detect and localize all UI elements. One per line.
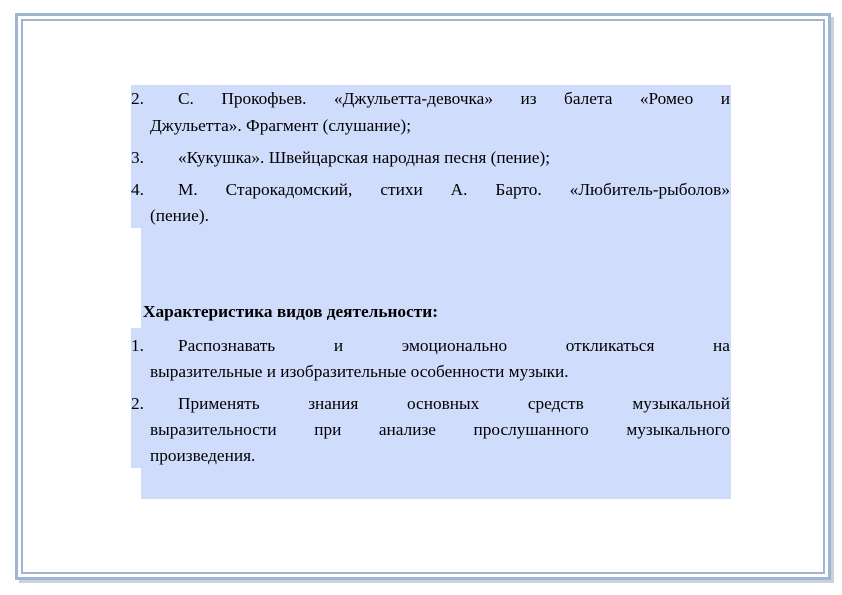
frame-shadow-right bbox=[831, 17, 834, 583]
word: Барто. bbox=[495, 180, 542, 199]
selection-highlight-bottom bbox=[141, 468, 731, 499]
word: стихи bbox=[380, 180, 423, 199]
frame-shadow-bottom bbox=[19, 580, 834, 583]
word: при bbox=[314, 420, 342, 439]
word: откликаться bbox=[565, 336, 655, 355]
word: «Джульетта-девочка» bbox=[333, 89, 493, 108]
word: и bbox=[720, 89, 730, 108]
word: Прокофьев. bbox=[221, 89, 307, 108]
list-item-line3: произведения. bbox=[150, 446, 256, 465]
word: балета bbox=[564, 89, 613, 108]
word: Применять bbox=[178, 394, 260, 413]
word: на bbox=[713, 336, 730, 355]
list-item-line1 bbox=[178, 336, 730, 356]
word: средств bbox=[527, 394, 584, 413]
list-item-number: 1. bbox=[131, 336, 144, 355]
list-item-line1 bbox=[178, 180, 730, 200]
word: из bbox=[520, 89, 537, 108]
list-item-line1 bbox=[178, 89, 730, 109]
word: основных bbox=[406, 394, 480, 413]
word: Распознавать bbox=[178, 336, 276, 355]
word: С. bbox=[178, 89, 194, 108]
word: анализе bbox=[378, 420, 436, 439]
word: «Ромео bbox=[639, 89, 694, 108]
word: «Любитель-рыболов» bbox=[569, 180, 730, 199]
word: эмоционально bbox=[401, 336, 508, 355]
list-item-line2 bbox=[150, 420, 730, 440]
list-item-number: 2. bbox=[131, 89, 144, 108]
list-item-number: 3. bbox=[131, 148, 144, 167]
word: Старокадомский, bbox=[225, 180, 353, 199]
list-item-number: 2. bbox=[131, 394, 144, 413]
list-item-line2: (пение). bbox=[150, 206, 209, 225]
word: знания bbox=[308, 394, 359, 413]
word: и bbox=[333, 336, 344, 355]
list-item-line2: выразительные и изобразительные особенности музыки. bbox=[150, 362, 569, 381]
section-heading: Характеристика видов деятельности: bbox=[143, 302, 438, 321]
word: музыкальной bbox=[632, 394, 730, 413]
list-item-line2: Джульетта». Фрагмент (слушание); bbox=[150, 116, 411, 135]
word: прослушанного bbox=[473, 420, 589, 439]
list-item-line1 bbox=[178, 394, 730, 414]
word: выразительности bbox=[150, 420, 277, 439]
word: музыкального bbox=[626, 420, 730, 439]
list-item-line1: «Кукушка». Швейцарская народная песня (пение); bbox=[178, 148, 551, 167]
list-item-number: 4. bbox=[131, 180, 144, 199]
word: М. bbox=[178, 180, 198, 199]
word: А. bbox=[450, 180, 468, 199]
selection-highlight-gap bbox=[141, 228, 731, 288]
